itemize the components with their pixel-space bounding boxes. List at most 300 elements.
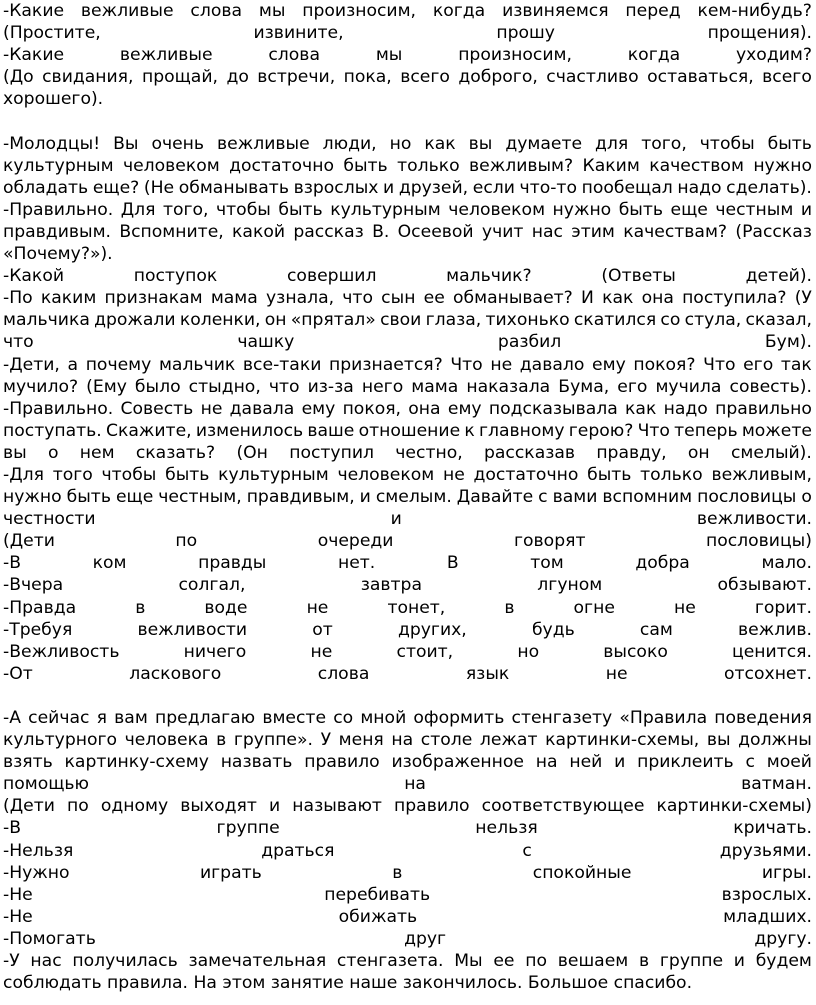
text-line <box>3 751 812 773</box>
word: друзей, <box>398 177 469 198</box>
word: -Правда <box>3 597 77 618</box>
word: он <box>687 442 710 463</box>
word: ней <box>569 752 603 773</box>
word: картинки-схемы, <box>545 730 700 751</box>
word: только <box>397 155 460 176</box>
word: того, <box>162 199 209 220</box>
word: еще <box>115 487 154 508</box>
word: по <box>525 951 548 972</box>
word: чашку <box>237 332 295 353</box>
word: одному <box>100 796 169 817</box>
word: приклеить <box>637 752 734 773</box>
word: из-за <box>307 376 354 397</box>
word: мной <box>360 708 407 728</box>
text-line <box>3 641 812 663</box>
word: В. <box>372 221 390 242</box>
word: дрожали <box>94 310 176 331</box>
word: быть <box>587 464 632 485</box>
text-line <box>3 420 812 442</box>
word: ее <box>493 951 515 972</box>
word: глаза, <box>425 310 482 331</box>
word: каким <box>40 288 97 309</box>
word: прощения). <box>707 23 812 44</box>
text-line <box>3 928 812 950</box>
word: обманывает? <box>453 288 573 309</box>
word: тонет, <box>387 597 446 618</box>
word: до <box>226 67 249 88</box>
word: человеком <box>448 199 546 220</box>
word: пословицы) <box>705 531 812 552</box>
word: того, <box>641 133 687 154</box>
text-line <box>3 354 812 376</box>
word: мальчик? <box>446 266 532 287</box>
word: будем <box>755 951 812 972</box>
word: -Вчера <box>3 575 64 596</box>
word: поступил <box>289 442 374 463</box>
word: него <box>361 376 404 397</box>
word: коленки, <box>179 310 261 331</box>
word: обзывают. <box>717 575 812 596</box>
word: произносим, <box>302 1 417 21</box>
word: главному <box>478 420 565 441</box>
word: прошу <box>496 23 555 44</box>
word: взрослых. <box>721 884 812 905</box>
word: на <box>391 730 414 751</box>
word: правду, <box>596 442 667 463</box>
word: и <box>614 752 626 773</box>
word: -А <box>3 708 21 728</box>
word: люди, <box>322 133 377 154</box>
word: на <box>404 774 426 795</box>
word: когда <box>432 1 486 21</box>
word: не <box>673 597 696 618</box>
word: изменилось <box>195 420 304 441</box>
word: нем <box>79 442 115 463</box>
text-line: хорошего). <box>3 89 104 110</box>
word: учит <box>481 221 524 242</box>
word: горит. <box>754 597 812 618</box>
word: драться <box>261 840 335 861</box>
word: этим <box>571 221 615 242</box>
word: если <box>472 177 515 198</box>
word: моей <box>766 752 812 773</box>
word: высоко <box>603 641 668 662</box>
word: (У <box>794 288 812 309</box>
text-line <box>3 840 812 862</box>
word: как <box>424 133 456 154</box>
word: изображенное <box>391 752 524 773</box>
word: будь <box>531 619 575 640</box>
word: не <box>442 464 465 485</box>
word: мы <box>375 45 403 66</box>
word: Что <box>637 420 670 441</box>
word: еще <box>670 199 708 220</box>
text-line <box>3 884 812 906</box>
word: совесть). <box>729 376 812 397</box>
word: -Нужно <box>3 862 70 883</box>
word: она <box>641 288 674 309</box>
word: культурным <box>218 464 329 485</box>
text-line <box>3 44 812 66</box>
word: -Дети, <box>3 354 60 375</box>
word: мучила <box>655 376 722 397</box>
word: меня <box>338 730 384 751</box>
word: Что <box>703 354 736 375</box>
blank-line <box>3 110 812 132</box>
word: что <box>3 332 34 353</box>
word: кем-нибудь? <box>697 1 812 21</box>
word: нельзя <box>475 818 538 839</box>
word: ему <box>592 354 626 375</box>
word: правило <box>394 796 470 817</box>
word: по <box>175 531 198 552</box>
word: другу. <box>754 928 812 949</box>
word: вместе <box>262 708 327 728</box>
word: и <box>269 796 281 817</box>
text-line <box>3 508 812 530</box>
word: всего <box>762 67 812 88</box>
word: и <box>359 487 371 508</box>
word: картинку-схему <box>64 752 209 773</box>
word: было <box>134 376 181 397</box>
word: -У <box>3 951 20 972</box>
word: культурного <box>3 730 118 751</box>
word: «Правила <box>619 708 708 728</box>
word: очереди <box>317 531 394 552</box>
word: (До <box>3 67 34 88</box>
word: Скажите, <box>105 420 192 441</box>
word: с <box>745 752 755 773</box>
word: его <box>743 354 774 375</box>
word: столе <box>420 730 473 751</box>
word: стула, <box>684 310 742 331</box>
word: думаете <box>505 133 583 154</box>
word: извините, <box>253 23 344 44</box>
text-line <box>3 442 812 464</box>
text-line <box>3 398 812 420</box>
word: чтобы <box>699 133 755 154</box>
word: -Требуя <box>3 619 73 640</box>
word: быть <box>343 155 388 176</box>
word: -От <box>3 663 33 684</box>
word: Бум). <box>764 332 812 353</box>
word: взять <box>3 752 53 773</box>
word: обладать <box>3 177 89 198</box>
word: для <box>595 133 629 154</box>
word: (Он <box>236 442 268 463</box>
word: надо <box>663 398 708 419</box>
word: что <box>342 288 373 309</box>
text-line <box>3 817 812 839</box>
word: к <box>464 420 475 441</box>
word: -По <box>3 288 33 309</box>
word: герою? <box>568 420 634 441</box>
word: -Помогать <box>3 928 96 949</box>
word: слова <box>268 45 320 66</box>
word: Вы <box>113 133 139 154</box>
text-line <box>3 795 812 817</box>
word: группе <box>216 818 280 839</box>
word: Совесть <box>120 398 194 419</box>
word: ценится. <box>732 641 812 662</box>
word: Мы <box>454 951 483 972</box>
document-page <box>3 0 812 994</box>
word: покоя? <box>633 354 696 375</box>
word: покоя, <box>342 398 402 419</box>
word: извиняемся <box>502 1 609 21</box>
word: группе». <box>233 730 313 751</box>
word: как <box>602 288 634 309</box>
text-line: соблюдать правила. На этом занятие наше закончилось. Большое спасибо. <box>3 973 693 994</box>
word: со <box>333 708 354 728</box>
word: нет. <box>337 553 376 574</box>
word: честным, <box>158 487 242 508</box>
word: пока, <box>343 67 392 88</box>
text-line <box>3 729 812 751</box>
word: И <box>581 288 594 309</box>
word: нужно <box>753 155 812 176</box>
text-line <box>3 552 812 574</box>
word: вежливые <box>217 133 310 154</box>
word: вы <box>706 730 731 751</box>
word: надо <box>677 177 722 198</box>
word: взрослых <box>293 177 379 198</box>
word: (Ответы <box>601 266 676 287</box>
word: доброго, <box>458 67 538 88</box>
word: -Молодцы! <box>3 133 101 154</box>
word: ничего <box>183 641 247 662</box>
word: друг <box>404 928 447 949</box>
word: замечательная <box>188 951 327 972</box>
word: наказала <box>466 376 551 397</box>
word: признается? <box>329 354 443 375</box>
word: он <box>264 310 287 331</box>
word: Вспомните, <box>119 221 224 242</box>
word: (Простите, <box>3 23 101 44</box>
word: слова <box>190 1 243 21</box>
word: вежливости. <box>696 509 812 530</box>
word: нужно <box>3 487 62 508</box>
word: узнала, <box>266 288 335 309</box>
word: лгуном <box>537 575 603 596</box>
word: быть <box>618 199 664 220</box>
word: достаточно <box>473 464 579 485</box>
word: спокойные <box>532 862 632 883</box>
word: других, <box>397 619 467 640</box>
word: назвать <box>220 752 293 773</box>
word: поступок <box>133 266 218 287</box>
word: детей). <box>745 266 812 287</box>
word: я <box>96 708 107 728</box>
word: смелый). <box>730 442 812 463</box>
word: (Ему <box>86 376 127 397</box>
text-line <box>3 243 812 265</box>
word: в <box>504 597 515 618</box>
word: (Рассказ <box>735 221 812 242</box>
word: совершил <box>286 266 377 287</box>
word: предлагаю <box>154 708 256 728</box>
word: вежливым, <box>711 464 812 485</box>
word: отношение <box>358 420 461 441</box>
word: на <box>535 752 558 773</box>
word: соответствующее <box>481 796 645 817</box>
word: стыдно, <box>188 376 261 397</box>
word: мальчик <box>158 354 236 375</box>
word: вы <box>3 442 27 463</box>
word: сейчас <box>28 708 90 728</box>
word: как <box>625 398 657 419</box>
text-line <box>3 265 812 287</box>
word: Бума, <box>558 376 610 397</box>
text-line <box>3 309 812 331</box>
word: того <box>52 464 93 485</box>
word: правдивым. <box>3 221 111 242</box>
word: смелым. <box>375 487 452 508</box>
blank-line <box>3 685 812 707</box>
text-line <box>3 177 812 199</box>
text-line <box>3 707 812 729</box>
word: сказал, <box>745 310 812 331</box>
text-line <box>3 906 812 928</box>
text-line <box>3 464 812 486</box>
word: чтобы <box>216 199 271 220</box>
word: -Какие <box>3 45 65 66</box>
word: слова <box>317 663 370 684</box>
word: теперь <box>674 420 738 441</box>
word: качеством <box>649 155 744 176</box>
word: «Почему?»). <box>3 244 113 265</box>
word: -Не <box>3 884 33 905</box>
word: встречи, <box>257 67 336 88</box>
word: не <box>200 398 223 419</box>
word: что <box>268 376 300 397</box>
word: только <box>640 464 703 485</box>
word: мучило? <box>3 376 79 397</box>
word: ему <box>301 398 336 419</box>
word: поведения <box>714 708 812 728</box>
word: -В <box>3 818 21 839</box>
word: говорят <box>514 531 586 552</box>
word: рассказ <box>293 221 364 242</box>
word: когда <box>627 45 681 66</box>
word: с <box>538 487 548 508</box>
text-line <box>3 287 812 309</box>
word: картинки-схемы) <box>656 796 812 817</box>
text-line <box>3 155 812 177</box>
word: ватман. <box>741 774 812 795</box>
text-line <box>3 663 812 685</box>
word: нас <box>30 951 62 972</box>
word: добра <box>635 553 690 574</box>
word: -Правильно. <box>3 199 114 220</box>
word: вежлив. <box>738 619 812 640</box>
word: перед <box>625 1 681 21</box>
text-line <box>3 862 812 884</box>
word: человеком <box>337 464 435 485</box>
word: помощью <box>3 774 90 795</box>
word: тихонько <box>485 310 570 331</box>
word: вежливые <box>80 1 174 21</box>
word: не <box>310 641 333 662</box>
word: поступать. <box>3 420 102 441</box>
word: всего <box>400 67 450 88</box>
word: друзьями. <box>719 840 812 861</box>
word: оставаться, <box>647 67 754 88</box>
text-line <box>3 574 812 596</box>
word: со <box>660 310 681 331</box>
word: воде <box>204 597 248 618</box>
word: можете <box>741 420 812 441</box>
word: о <box>47 442 59 463</box>
word: быть <box>165 464 210 485</box>
word: завтра <box>360 575 422 596</box>
word: произносим, <box>458 45 572 66</box>
word: культурным <box>330 199 441 220</box>
word: -Не <box>3 906 33 927</box>
word: быть <box>767 133 812 154</box>
word: группе <box>659 951 724 972</box>
word: ему <box>447 398 482 419</box>
word: давало <box>519 354 585 375</box>
word: получилась <box>72 951 178 972</box>
word: в <box>639 951 650 972</box>
word: еще? <box>92 177 140 198</box>
word: правило <box>304 752 380 773</box>
word: солгал, <box>178 575 246 596</box>
word: должны <box>738 730 812 751</box>
word: и <box>383 177 395 198</box>
word: признакам <box>104 288 203 309</box>
word: вами <box>552 487 598 508</box>
word: качествам? <box>623 221 728 242</box>
word: сделать). <box>726 177 812 198</box>
word: лежат <box>479 730 538 751</box>
text-line <box>3 0 812 22</box>
word: счастливо <box>546 67 639 88</box>
word: а <box>67 354 79 375</box>
word: мало. <box>761 553 812 574</box>
word: -В <box>3 553 21 574</box>
text-line <box>3 331 812 353</box>
word: стенгазету <box>511 708 613 728</box>
word: -Для <box>3 464 44 485</box>
text-line <box>3 221 812 243</box>
word: с <box>522 840 532 861</box>
word: обманывать <box>178 177 289 198</box>
word: рассказав <box>483 442 576 463</box>
word: огне <box>573 597 615 618</box>
word: вспомним <box>602 487 693 508</box>
word: свои <box>380 310 422 331</box>
word: от <box>312 619 333 640</box>
word: Для <box>120 199 156 220</box>
word: правдивым, <box>246 487 355 508</box>
word: человека <box>124 730 209 751</box>
word: быть <box>66 487 111 508</box>
word: В <box>446 553 459 574</box>
word: честным <box>715 199 794 220</box>
word: кричать. <box>733 818 812 839</box>
word: (Дети <box>3 796 55 817</box>
text-line <box>3 376 812 398</box>
word: называют <box>292 796 382 817</box>
word: честности <box>3 509 96 530</box>
word: отсохнет. <box>724 663 812 684</box>
word: и <box>390 509 402 530</box>
word: стенгазета. <box>336 951 444 972</box>
word: чтобы <box>101 464 157 485</box>
word: ее <box>423 288 445 309</box>
